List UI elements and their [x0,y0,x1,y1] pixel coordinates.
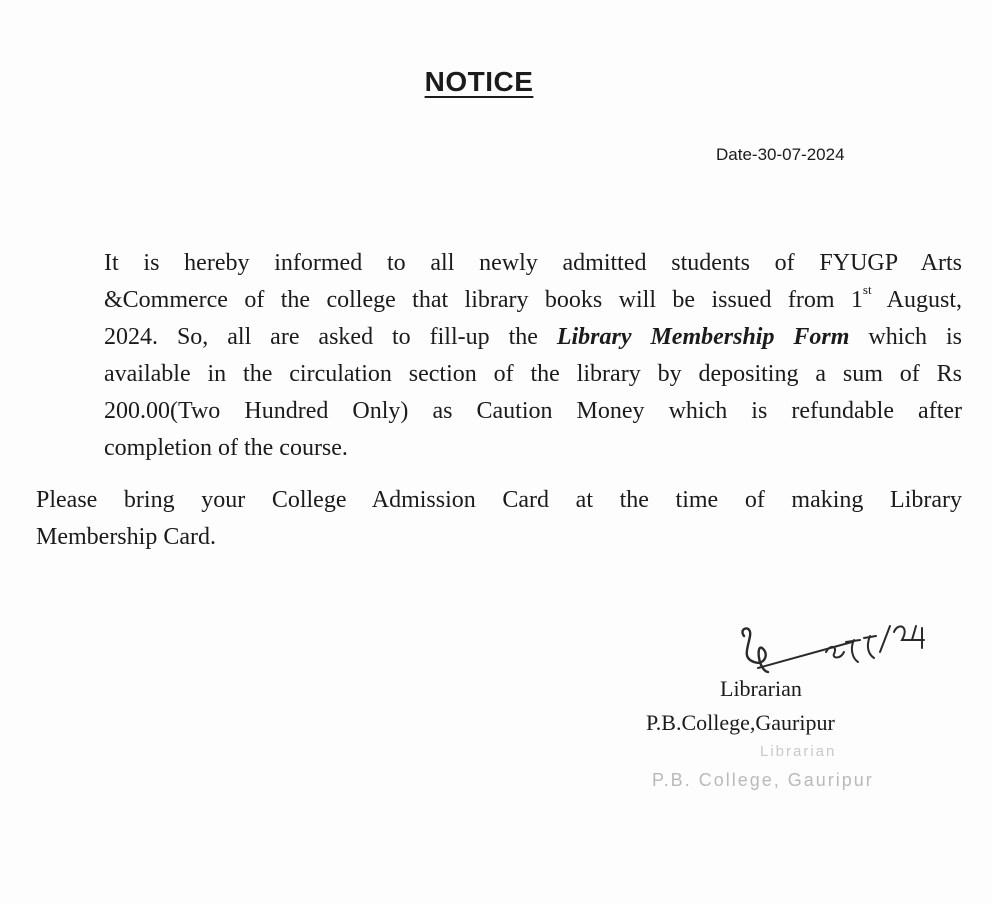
body-paragraph-2 [36,482,962,556]
para2-line-1: Please bring your College Admission Card at the time of making Library [36,487,962,513]
stamp-role-text: Librarian [760,743,837,760]
para1-line-2-text: &Commerce of the college that library books will be issued from 1 [104,287,863,313]
ordinal-suffix: st [862,282,872,297]
para1-line-3-end: which is [849,324,962,350]
signatory-role: Librarian [720,676,802,701]
stamp-organization-text: P.B. College, Gauripur [652,770,874,790]
library-membership-form-emphasis: Library Membership Form [556,324,850,350]
para1-line-6: completion of the course. [104,435,348,461]
para1-line-4: available in the circulation section of the library by depositing a sum of Rs [104,361,962,387]
para1-line-3-start: 2024. So, all are asked to fill-up the [104,324,557,350]
body-paragraph-1 [36,245,962,467]
para2-line-2: Membership Card. [36,524,216,550]
signature-date-stroke-b [880,626,924,652]
para1-line-2 [36,282,962,319]
para1-line-1: It is hereby informed to all newly admitted students of FYUGP Arts [104,250,962,276]
notice-title: NOTICE [424,66,534,97]
para1-line-3 [36,319,962,356]
notice-date: Date-30-07-2024 [716,145,845,164]
para1-line-5: 200.00(Two Hundred Only) as Caution Money which is refundable after [104,398,962,424]
signatory-organization: P.B.College,Gauripur [646,710,835,735]
signature-date-stroke-a [826,636,876,662]
signature-underline-stroke [758,642,852,668]
para1-line-2-end: August, [871,287,962,313]
